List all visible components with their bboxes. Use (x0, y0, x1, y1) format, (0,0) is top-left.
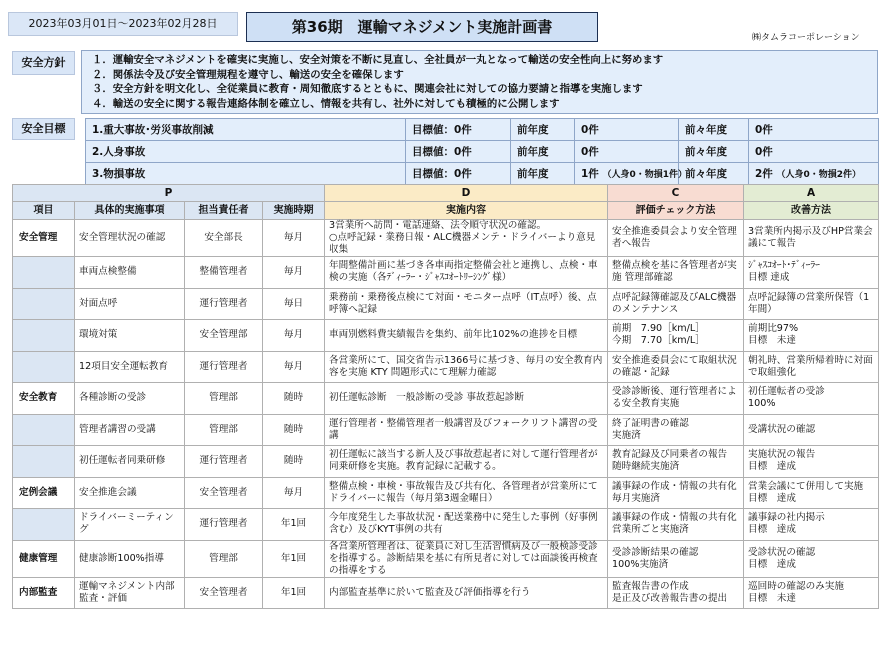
row-check: 点呼記録簿確認及びALC機器のメンテナンス (608, 288, 744, 320)
row-timing: 年1回 (263, 577, 325, 609)
row-item: 環境対策 (75, 320, 185, 352)
goal-target: 目標値：0件 (406, 119, 511, 141)
policy-line-4: ４．輸送の安全に関する報告連絡体制を確立し、情報を共有し、社外に対しても積極的に公開します (92, 97, 560, 110)
row-content: 整備点検・車検・事故報告及び共有化、各管理者が営業所にてドライバーに報告（毎月第3週金曜日） (325, 477, 608, 509)
row-owner: 運行管理者 (185, 351, 263, 383)
row-timing: 随時 (263, 446, 325, 478)
row-owner: 安全管理部 (185, 320, 263, 352)
goal-prev2-label: 前々年度 (679, 141, 749, 163)
row-content: 各営業所にて、国交省告示1366号に基づき、毎月の安全教育内容を実施 KTY 問題形式にて理解力確認 (325, 351, 608, 383)
row-timing: 毎月 (263, 351, 325, 383)
row-timing: 随時 (263, 383, 325, 415)
row-owner: 管理部 (185, 414, 263, 446)
row-category: 定例会議 (13, 477, 75, 509)
pdca-table (12, 184, 879, 609)
table-row (13, 257, 879, 289)
goal-prev (575, 163, 687, 185)
goal-prev2: 0件 (749, 141, 879, 163)
goal-row (86, 141, 879, 163)
col-header-category: 項目 (13, 202, 75, 220)
row-improve: 受講状況の確認 (744, 414, 879, 446)
row-timing: 随時 (263, 414, 325, 446)
goal-label: 安全目標 (12, 118, 75, 140)
col-header-item: 具体的実施事項 (75, 202, 185, 220)
col-header-owner: 担当責任者 (185, 202, 263, 220)
row-improve: 前期比97% 目標 未達 (744, 320, 879, 352)
row-category: 内部監査 (13, 577, 75, 609)
row-item: 管理者講習の受講 (75, 414, 185, 446)
table-row (13, 477, 879, 509)
policy-line-1: １．運輸安全マネジメントを確実に実施し、安全対策を不断に見直し、全社員が一丸となって輸送の安全性向上に努めます (92, 54, 664, 66)
row-category: 健康管理 (13, 540, 75, 577)
row-item: 各種診断の受診 (75, 383, 185, 415)
row-item: 対面点呼 (75, 288, 185, 320)
row-content: 今年度発生した事故状況・配送業務中に発生した事例（好事例含む）及びKYT事例の共有 (325, 509, 608, 541)
row-content: 初任運転に該当する新人及び事故惹起者に対して運行管理者が同乗研修を実施。教育記録に記載する。 (325, 446, 608, 478)
policy-box (81, 50, 878, 114)
row-check: 受診診断後、運行管理者による安全教育実施 (608, 383, 744, 415)
row-owner: 安全管理者 (185, 577, 263, 609)
table-row (13, 320, 879, 352)
row-check: 終了証明書の確認 実施済 (608, 414, 744, 446)
row-owner: 整備管理者 (185, 257, 263, 289)
row-owner: 運行管理者 (185, 288, 263, 320)
row-timing: 毎月 (263, 220, 325, 257)
row-content: 車両別燃料費実績報告を集約、前年比102%の進捗を目標 (325, 320, 608, 352)
phase-a-header: A (744, 185, 879, 202)
row-content: 3営業所へ訪問・電話連絡、法令順守状況の確認。 ○点呼記録・業務日報・ALC機器メンテ・ドライバーより意見収集 (325, 220, 608, 257)
row-item: ドライバーミーティング (75, 509, 185, 541)
row-improve: 巡回時の確認のみ実施 目標 未達 (744, 577, 879, 609)
goal-prev-value: 1件 (581, 168, 599, 180)
row-category (13, 446, 75, 478)
row-improve: 3営業所内掲示及びHP営業会議にて報告 (744, 220, 879, 257)
row-improve: 朝礼時、営業所帰着時に対面で取組強化 (744, 351, 879, 383)
table-row (13, 351, 879, 383)
row-improve: 営業会議にて併用して実施 目標 達成 (744, 477, 879, 509)
row-timing: 年1回 (263, 540, 325, 577)
row-improve: 議事録の社内掲示 目標 達成 (744, 509, 879, 541)
row-content: 初任運転診断 一般診断の受診 事故惹起診断 (325, 383, 608, 415)
goal-prev-label: 前年度 (511, 163, 575, 185)
phase-c-header: C (608, 185, 744, 202)
goal-prev: 0件 (575, 119, 679, 141)
row-timing: 毎月 (263, 320, 325, 352)
row-category: 安全管理 (13, 220, 75, 257)
table-row (13, 414, 879, 446)
row-item: 車両点検整備 (75, 257, 185, 289)
goal-target: 目標値：0件 (406, 141, 511, 163)
row-item: 安全管理状況の確認 (75, 220, 185, 257)
col-header-timing: 実施時期 (263, 202, 325, 220)
table-row (13, 540, 879, 577)
row-check: 受診診断結果の確認 100%実施済 (608, 540, 744, 577)
table-row (13, 509, 879, 541)
goal-name: 2.人身事故 (86, 141, 406, 163)
goal-prev2-label: 前々年度 (679, 119, 749, 141)
row-improve: 受診状況の確認 目標 達成 (744, 540, 879, 577)
row-content: 各営業所管理者は、従業員に対し生活習慣病及び一般検診受診を指導する。診断結果を基に有所見者に対しては面談後再検査の指導をする (325, 540, 608, 577)
row-item: 健康診断100%指導 (75, 540, 185, 577)
row-owner: 管理部 (185, 540, 263, 577)
row-item: 安全推進会議 (75, 477, 185, 509)
row-check: 議事録の作成・情報の共有化 毎月実施済 (608, 477, 744, 509)
row-item: 12項目安全運転教育 (75, 351, 185, 383)
row-category (13, 320, 75, 352)
row-category (13, 288, 75, 320)
row-timing: 年1回 (263, 509, 325, 541)
table-row (13, 383, 879, 415)
row-owner: 安全部長 (185, 220, 263, 257)
policy-label: 安全方針 (12, 51, 75, 75)
row-content: 内部監査基準に於いて監査及び評価指導を行う (325, 577, 608, 609)
row-content: 年間整備計画に基づき各車両指定整備会社と連携し、点検・車検の実施（各ﾃﾞｨｰﾗｰ・ｼﾞｬｽｺｵｰﾄﾘｰｼﾝｸﾞ様） (325, 257, 608, 289)
row-improve: 初任運転者の受診 100% (744, 383, 879, 415)
row-check: 監査報告書の作成 是正及び改善報告書の提出 (608, 577, 744, 609)
row-check: 安全推進委員会より安全管理者へ報告 (608, 220, 744, 257)
row-timing: 毎月 (263, 257, 325, 289)
table-row (13, 446, 879, 478)
row-check: 整備点検を基に各管理者が実施 管理部確認 (608, 257, 744, 289)
col-header-improve: 改善方法 (744, 202, 879, 220)
goal-prev2-value: 2件 (755, 168, 773, 180)
goal-row (86, 163, 879, 185)
row-improve: 実施状況の報告 目標 達成 (744, 446, 879, 478)
row-category: 安全教育 (13, 383, 75, 415)
row-owner: 管理部 (185, 383, 263, 415)
col-header-content: 実施内容 (325, 202, 608, 220)
policy-line-3: ３．安全方針を明文化し、全従業員に教育・周知徹底するとともに、関連会社に対しての協力要請と指導を実施します (92, 83, 643, 95)
goal-prev-label: 前年度 (511, 119, 575, 141)
row-category (13, 257, 75, 289)
row-category (13, 414, 75, 446)
row-check: 前期 7.90［km/L］ 今期 7.70［km/L］ (608, 320, 744, 352)
row-improve: 点呼記録簿の営業所保管（1年間） (744, 288, 879, 320)
row-owner: 安全管理者 (185, 477, 263, 509)
goal-target: 目標値：0件 (406, 163, 511, 185)
phase-p-header: P (13, 185, 325, 202)
table-row (13, 577, 879, 609)
phase-d-header: D (325, 185, 608, 202)
row-check: 教育記録及び同乗者の報告 随時継続実施済 (608, 446, 744, 478)
goal-prev-note: （人身0・物損1件） (602, 170, 687, 180)
goal-name: 3.物損事故 (86, 163, 406, 185)
row-owner: 運行管理者 (185, 446, 263, 478)
row-content: 乗務前・乗務後点検にて対面・モニター点呼（IT点呼）後、点呼簿へ記録 (325, 288, 608, 320)
goal-prev-label: 前年度 (511, 141, 575, 163)
pdca-body (13, 220, 879, 609)
row-check: 安全推進委員会にて取組状況の確認・記録 (608, 351, 744, 383)
row-check: 議事録の作成・情報の共有化 営業所ごと実施済 (608, 509, 744, 541)
row-content: 運行管理者・整備管理者一般講習及びフォークリフト講習の受講 (325, 414, 608, 446)
goal-prev: 0件 (575, 141, 679, 163)
table-row (13, 220, 879, 257)
row-improve: ｼﾞｬｽｺｵｰﾄ･ﾃﾞｨｰﾗｰ 目標 達成 (744, 257, 879, 289)
row-item: 初任運転者同乗研修 (75, 446, 185, 478)
row-timing: 毎日 (263, 288, 325, 320)
row-category (13, 351, 75, 383)
goal-row (86, 119, 879, 141)
table-row (13, 288, 879, 320)
period-range: 2023年03月01日～2023年02月28日 (8, 12, 238, 36)
row-category (13, 509, 75, 541)
row-owner: 運行管理者 (185, 509, 263, 541)
goal-table (85, 118, 879, 185)
policy-line-2: ２．関係法令及び安全管理規程を遵守し、輸送の安全を確保します (92, 68, 404, 81)
goal-prev2: 0件 (749, 119, 879, 141)
goal-prev2 (749, 163, 879, 185)
row-item: 運輸マネジメント内部監査・評価 (75, 577, 185, 609)
document-title: 第36期 運輸マネジメント実施計画書 (246, 12, 598, 42)
goal-prev2-note: （人身0・物損2件） (776, 170, 861, 180)
goal-prev2-label: 前々年度 (679, 163, 749, 185)
goal-name: 1.重大事故･労災事故削減 (86, 119, 406, 141)
col-header-check: 評価チェック方法 (608, 202, 744, 220)
company-name: ㈱タムラコーポレーション (752, 33, 860, 43)
row-timing: 毎月 (263, 477, 325, 509)
